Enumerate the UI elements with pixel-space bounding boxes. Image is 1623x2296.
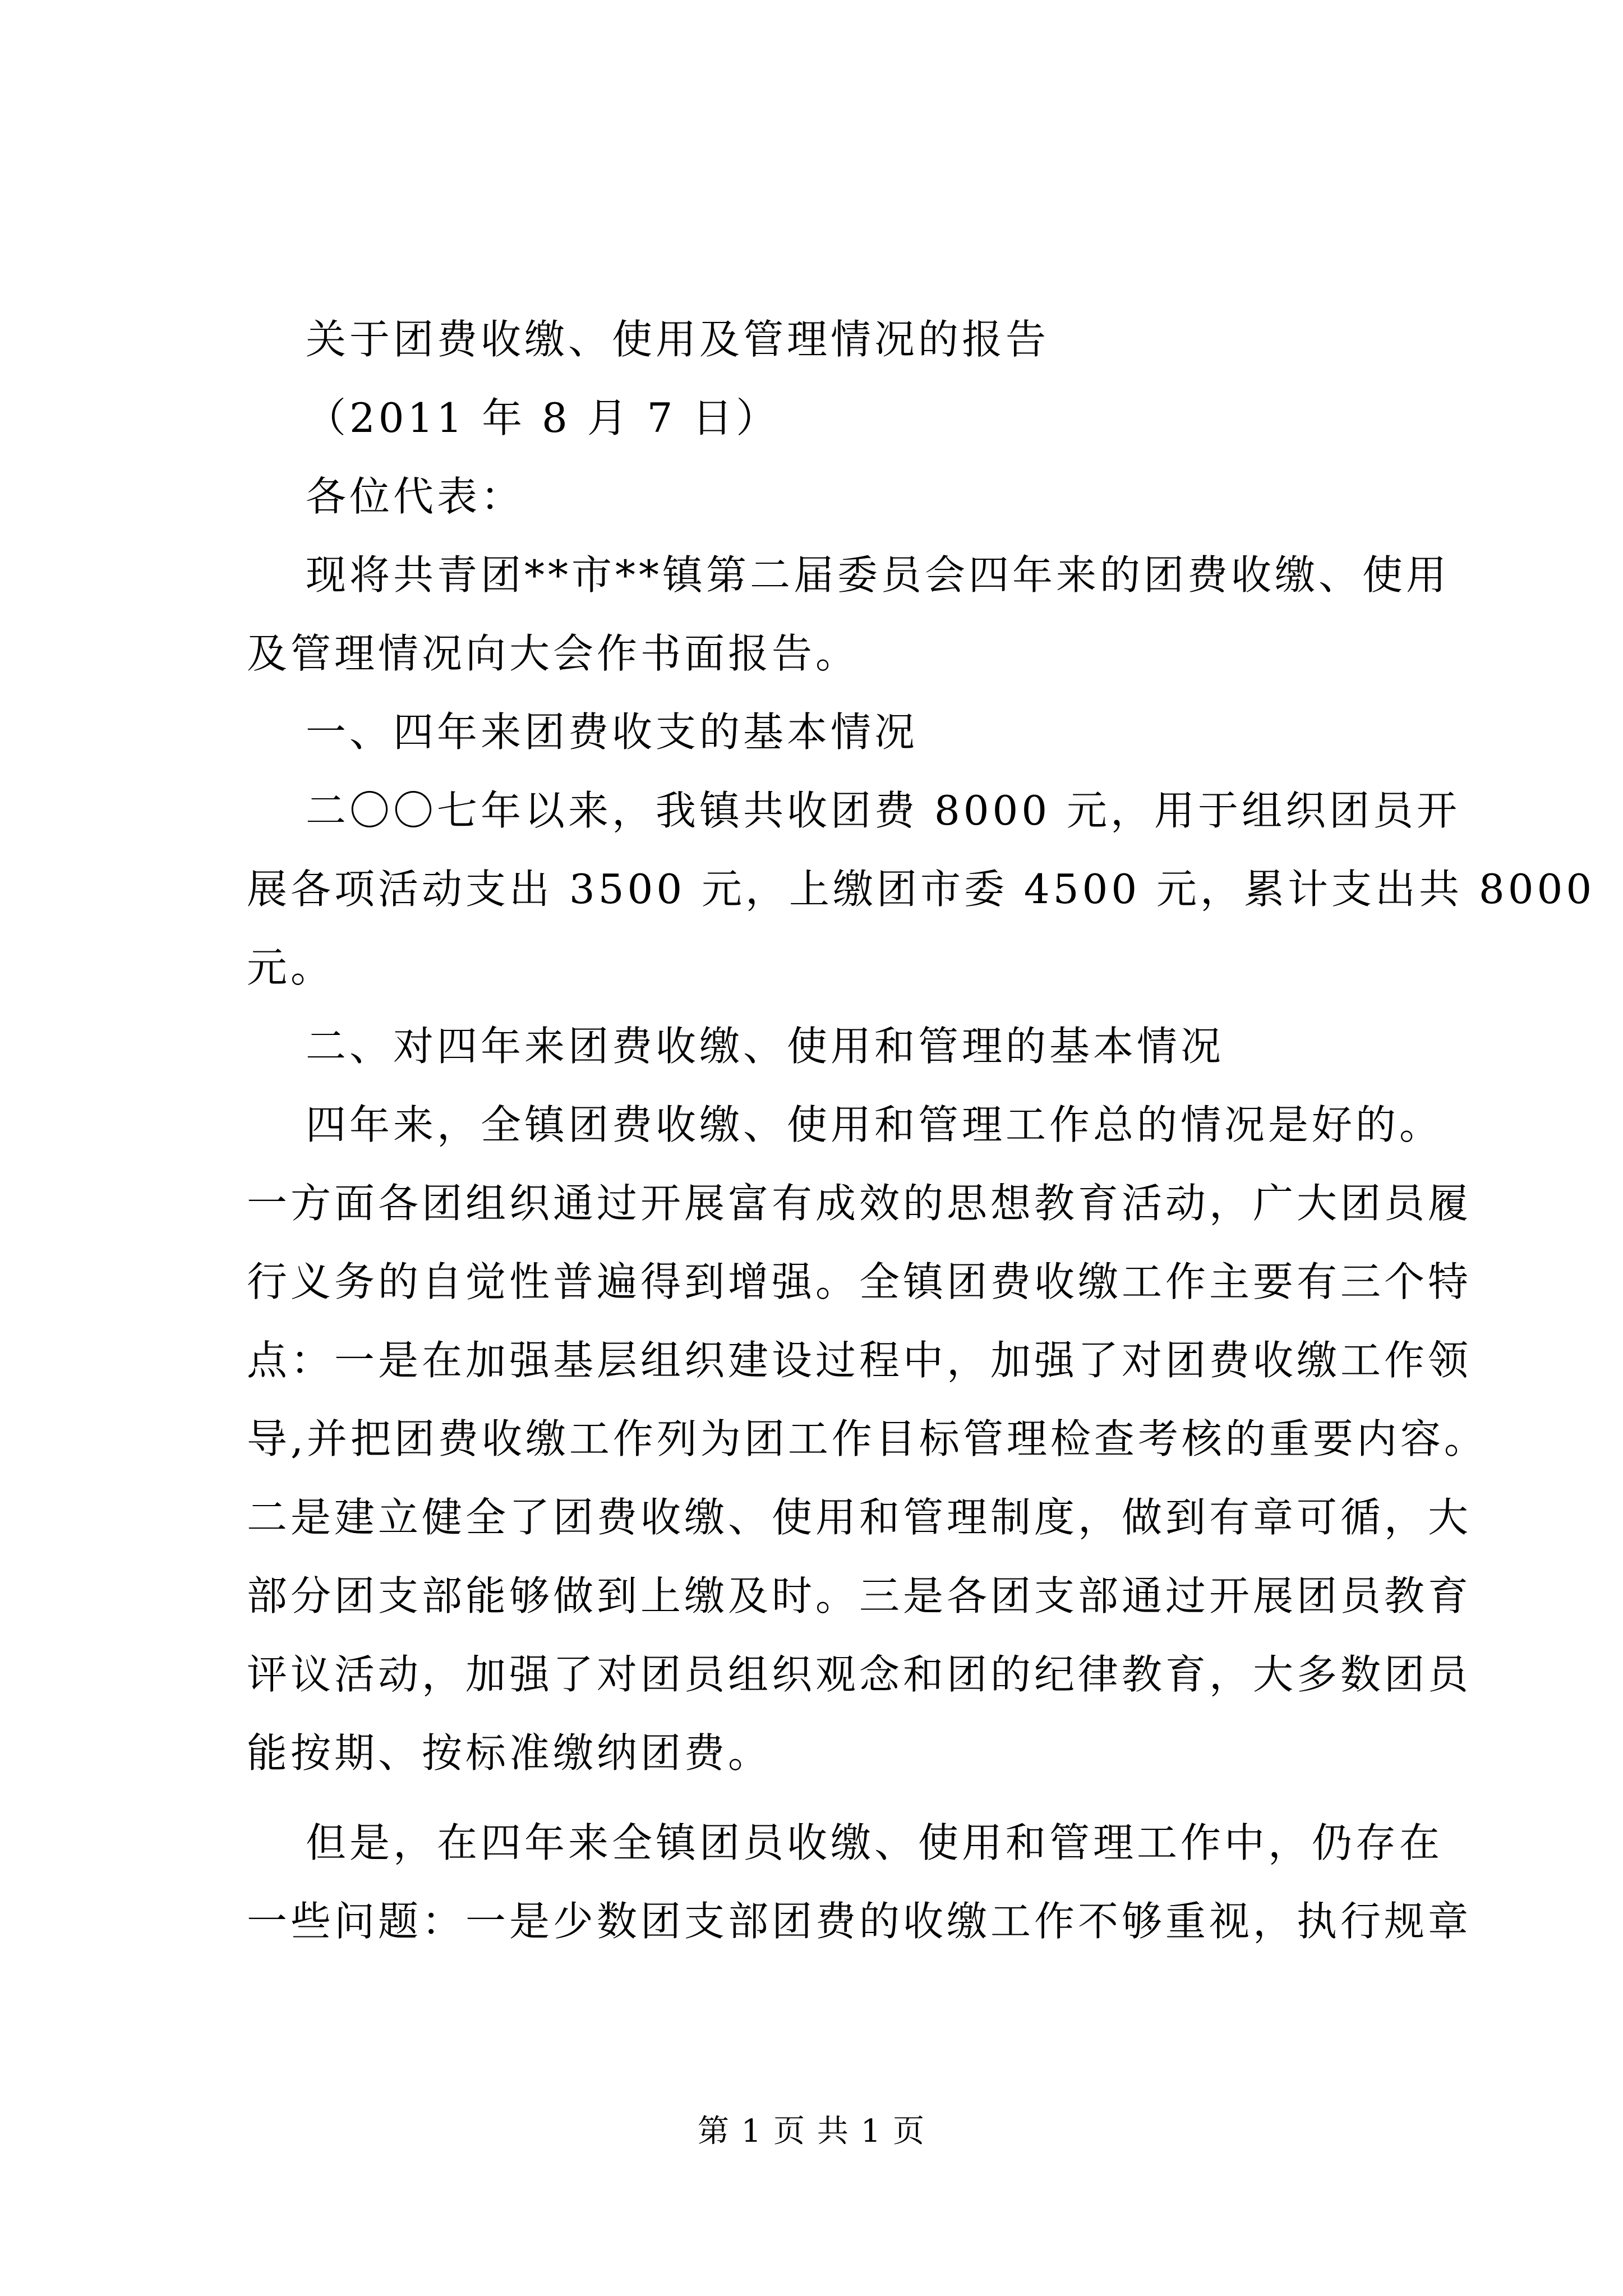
intro-line: 及管理情况向大会作书面报告。 — [247, 630, 860, 677]
document-title: 关于团费收缴、使用及管理情况的报告 — [306, 316, 1050, 363]
paragraph-line: 二〇〇七年以来，我镇共收团费 8000 元，用于组织团员开 — [306, 787, 1461, 834]
paragraph-line: 展各项活动支出 3500 元，上缴团市委 4500 元，累计支出共 8000 — [247, 866, 1596, 913]
intro-line: 现将共青团**市**镇第二届委员会四年来的团费收缴、使用 — [306, 551, 1450, 599]
section-heading-1: 一、四年来团费收支的基本情况 — [306, 708, 919, 756]
page-footer: 第 1 页 共 1 页 — [697, 2113, 926, 2150]
paragraph-line: 评议活动，加强了对团员组织观念和团的纪律教育，大多数团员 — [247, 1651, 1472, 1698]
paragraph-line: 一方面各团组织通过开展富有成效的思想教育活动，广大团员履 — [247, 1180, 1472, 1227]
section-heading-2: 二、对四年来团费收缴、使用和管理的基本情况 — [306, 1023, 1225, 1070]
paragraph-line: 行义务的自觉性普遍得到增强。全镇团费收缴工作主要有三个特 — [247, 1258, 1472, 1305]
paragraph-line: 部分团支部能够做到上缴及时。三是各团支部通过开展团员教育 — [247, 1572, 1472, 1619]
paragraph-line: 一些问题：一是少数团支部团费的收缴工作不够重视，执行规章 — [247, 1898, 1472, 1945]
paragraph-line: 点：一是在加强基层组织建设过程中，加强了对团费收缴工作领 — [247, 1337, 1472, 1384]
paragraph-line: 能按期、按标准缴纳团费。 — [247, 1729, 772, 1777]
paragraph-line: 但是，在四年来全镇团员收缴、使用和管理工作中，仍存在 — [306, 1819, 1444, 1866]
report-date: （2011 年 8 月 7 日） — [306, 394, 780, 441]
paragraph-line: 四年来，全镇团费收缴、使用和管理工作总的情况是好的。 — [306, 1101, 1444, 1148]
paragraph-line: 元。 — [247, 944, 335, 991]
salutation: 各位代表： — [306, 473, 525, 520]
paragraph-line: 二是建立健全了团费收缴、使用和管理制度，做到有章可循，大 — [247, 1494, 1472, 1541]
paragraph-line: 导,并把团费收缴工作列为团工作目标管理检查考核的重要内容。 — [247, 1415, 1488, 1462]
